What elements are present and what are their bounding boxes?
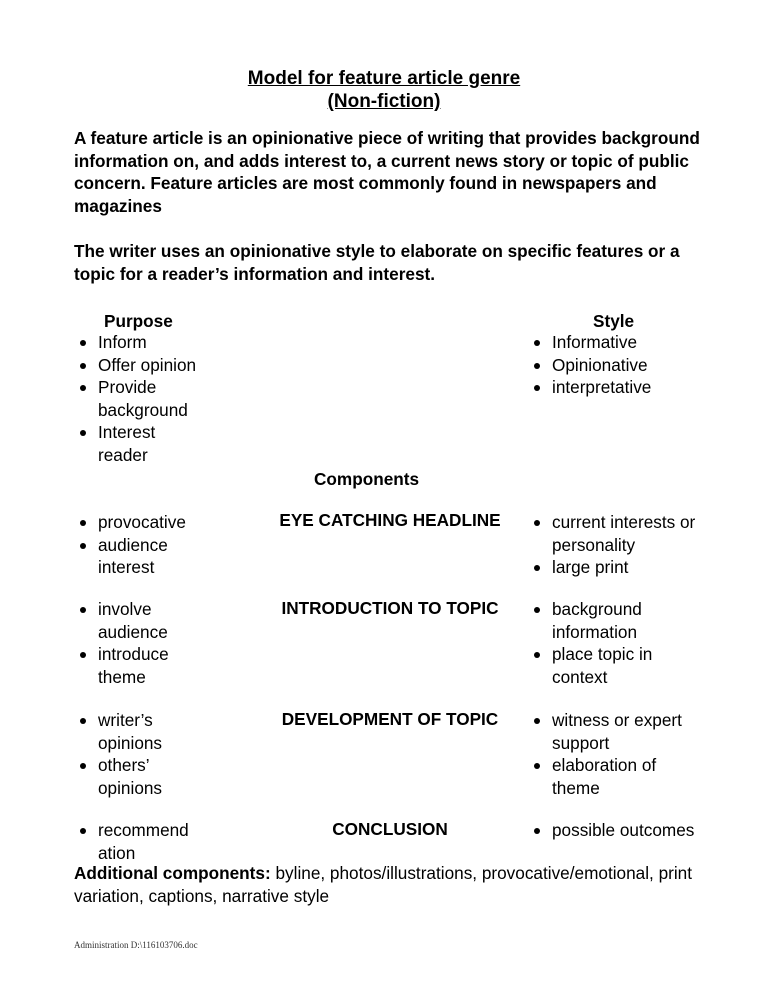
introduction-right-list [531,598,681,688]
conclusion-left-list [77,819,197,864]
list-item: Inform [77,331,202,354]
list-item: audience interest [77,534,187,579]
components-heading: Components [314,469,420,489]
headline-left-list [77,511,187,579]
list-item: writer’s opinions [77,709,187,754]
document-title: Model for feature article genre [247,68,521,89]
additional-components [74,862,704,907]
list-item: introduce theme [77,643,187,688]
list-item: interpretative [531,376,711,399]
list-item: Interest reader [77,421,202,466]
list-item: elaboration of theme [531,754,691,799]
component-title-development: DEVELOPMENT OF TOPIC [281,709,499,729]
conclusion-right-list [531,819,721,842]
list-item: Opinionative [531,354,711,377]
additional-label: Additional components: [74,863,271,883]
purpose-heading: Purpose [104,311,173,331]
headline-right-list [531,511,711,579]
development-right-list [531,709,691,799]
list-item: witness or expert support [531,709,691,754]
list-item: Informative [531,331,711,354]
list-item: place topic in context [531,643,681,688]
component-title-headline: EYE CATCHING HEADLINE [279,510,501,530]
introduction-left-list [77,598,187,688]
component-title-conclusion: CONCLUSION [332,819,448,839]
list-item: involve audience [77,598,187,643]
list-item: Provide background [77,376,202,421]
list-item: others’ opinions [77,754,187,799]
footer-file-path: Administration D:\116103706.doc [74,940,198,950]
list-item: background information [531,598,681,643]
intro-paragraph: A feature article is an opinionative piece of writing that provides background information on, and adds interest to, a current news story or topic of public concern. Feature articles are most commonly found in newspapers and magazines [74,128,700,216]
additional-text: byline, photos/illustrations, provocative/emotional, print variation, captions, narrative style [74,863,693,906]
style-heading: Style [593,311,635,331]
list-item: recommendation [77,819,197,864]
component-title-introduction: INTRODUCTION TO TOPIC [281,598,499,618]
list-item: Offer opinion [77,354,202,377]
purpose-list [77,331,202,466]
development-left-list [77,709,187,799]
document-subtitle: (Non-fiction) [327,91,441,112]
list-item: large print [531,556,711,579]
style-list [531,331,711,399]
list-item: possible outcomes [531,819,721,842]
style-paragraph: The writer uses an opinionative style to elaborate on specific features or a topic for a reader’s information and interest. [74,241,680,284]
list-item: provocative [77,511,187,534]
list-item: current interests or personality [531,511,711,556]
